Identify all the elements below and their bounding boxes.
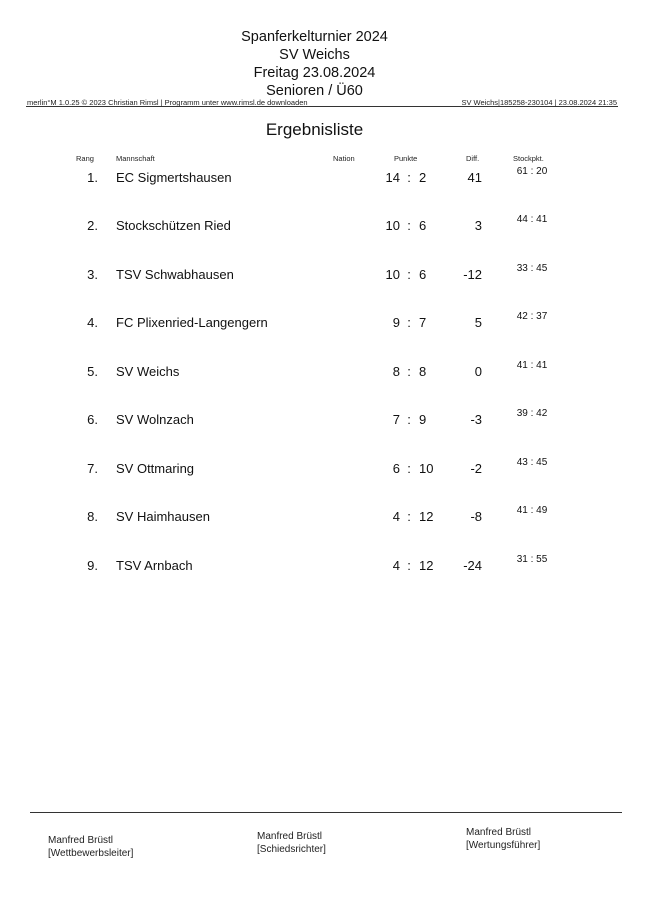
row-points-for: 9 (392, 315, 400, 330)
column-header-diff: Diff. (466, 154, 480, 163)
row-team: SV Ottmaring (116, 461, 195, 476)
row-team: TSV Schwabhausen (116, 267, 234, 282)
row-points-separator: : (407, 315, 411, 330)
table-row (0, 457, 659, 481)
row-points-for: 8 (392, 364, 400, 379)
signature-block-wertungsfuehrer (466, 826, 540, 852)
header-divider (26, 106, 618, 107)
row-points-for: 14 (385, 170, 400, 185)
row-points-separator: : (407, 558, 411, 573)
row-rank: 3. (87, 267, 98, 282)
row-points-against: 10 (419, 461, 434, 476)
row-diff: 5 (474, 315, 482, 330)
software-credit: merlin°M 1.0.25 © 2023 Christian Rimsl | Programm unter www.rimsl.de downloaden (27, 98, 308, 107)
row-rank: 4. (87, 315, 98, 330)
signature-block-wettbewerbsleiter (48, 834, 133, 860)
table-row (0, 166, 659, 190)
row-diff: 0 (474, 364, 482, 379)
signature-name: Manfred Brüstl (257, 831, 323, 842)
row-stockpunkte: 61 : 20 (516, 166, 548, 177)
row-points-separator: : (407, 267, 411, 282)
print-stamp: SV Weichs|185258-230104 | 23.08.2024 21:35 (461, 98, 617, 107)
row-points-separator: : (407, 509, 411, 524)
row-rank: 5. (87, 364, 98, 379)
document-header (0, 28, 629, 100)
table-row (0, 311, 659, 335)
row-points-against: 2 (419, 170, 427, 185)
row-points-for: 10 (385, 218, 400, 233)
row-points-against: 6 (419, 218, 427, 233)
row-stockpunkte: 39 : 42 (516, 408, 548, 419)
signature-name: Manfred Brüstl (48, 835, 114, 846)
row-team: SV Weichs (116, 364, 180, 379)
row-points-for: 7 (392, 412, 400, 427)
row-rank: 9. (87, 558, 98, 573)
row-team: TSV Arnbach (116, 558, 193, 573)
host-club: SV Weichs (279, 47, 350, 63)
row-diff: -8 (470, 509, 482, 524)
row-stockpunkte: 44 : 41 (516, 214, 548, 225)
row-diff: 41 (467, 170, 482, 185)
signature-role: [Schiedsrichter] (257, 844, 326, 855)
row-rank: 7. (87, 461, 98, 476)
column-header-mannschaft: Mannschaft (116, 154, 155, 163)
row-diff: 3 (474, 218, 482, 233)
row-points-separator: : (407, 461, 411, 476)
row-team: Stockschützen Ried (116, 218, 231, 233)
column-header-stockpunkte: Stockpkt. (513, 154, 544, 163)
footer-divider (30, 812, 622, 813)
row-stockpunkte: 33 : 45 (516, 263, 548, 274)
division: Senioren / Ü60 (266, 83, 363, 99)
signature-name: Manfred Brüstl (466, 827, 532, 838)
row-points-against: 7 (419, 315, 427, 330)
column-header-nation: Nation (333, 154, 355, 163)
row-points-separator: : (407, 412, 411, 427)
table-row (0, 263, 659, 287)
row-team: FC Plixenried-Langengern (116, 315, 268, 330)
row-stockpunkte: 43 : 45 (516, 457, 548, 468)
row-diff: -12 (463, 267, 482, 282)
row-diff: -24 (463, 558, 482, 573)
signature-block-schiedsrichter (257, 830, 326, 856)
row-rank: 1. (87, 170, 98, 185)
row-points-for: 10 (385, 267, 400, 282)
event-date: Freitag 23.08.2024 (253, 65, 376, 81)
table-row (0, 408, 659, 432)
row-points-for: 4 (392, 558, 400, 573)
row-rank: 2. (87, 218, 98, 233)
row-points-against: 9 (419, 412, 427, 427)
row-points-separator: : (407, 170, 411, 185)
row-stockpunkte: 41 : 49 (516, 505, 548, 516)
signature-role: [Wertungsführer] (466, 840, 541, 851)
column-header-punkte: Punkte (394, 154, 418, 163)
row-points-separator: : (407, 364, 411, 379)
tournament-name: Spanferkelturnier 2024 (241, 29, 388, 45)
row-points-against: 8 (419, 364, 427, 379)
row-points-for: 4 (392, 509, 400, 524)
table-row (0, 214, 659, 238)
row-team: SV Haimhausen (116, 509, 210, 524)
row-team: SV Wolnzach (116, 412, 194, 427)
row-points-against: 12 (419, 558, 434, 573)
row-diff: -2 (470, 461, 482, 476)
row-points-for: 6 (392, 461, 400, 476)
row-points-against: 6 (419, 267, 427, 282)
table-row (0, 505, 659, 529)
row-stockpunkte: 31 : 55 (516, 554, 548, 565)
table-row (0, 360, 659, 384)
row-rank: 6. (87, 412, 98, 427)
table-row (0, 554, 659, 578)
row-diff: -3 (470, 412, 482, 427)
row-stockpunkte: 41 : 41 (516, 360, 548, 371)
row-points-separator: : (407, 218, 411, 233)
row-rank: 8. (87, 509, 98, 524)
row-stockpunkte: 42 : 37 (516, 311, 548, 322)
row-points-against: 12 (419, 509, 434, 524)
page-title: Ergebnisliste (265, 120, 364, 139)
column-header-rang: Rang (76, 154, 94, 163)
row-team: EC Sigmertshausen (116, 170, 232, 185)
signature-role: [Wettbewerbsleiter] (48, 848, 134, 859)
